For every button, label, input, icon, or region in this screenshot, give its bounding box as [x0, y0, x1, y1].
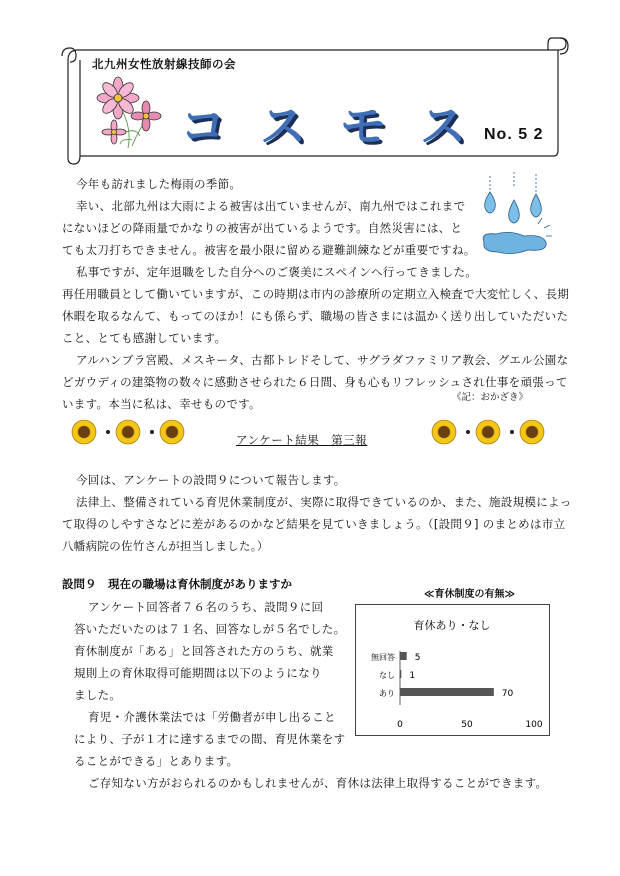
chart-caption: ≪育休制度の有無≫: [424, 589, 515, 600]
intro-line: 私事ですが、定年退職をした自分へのご褒美にスペインへ行ってきました。: [76, 265, 478, 279]
dot-separator: [150, 430, 154, 434]
category-label: あり: [379, 689, 395, 698]
question9-line: 答いただいたのは７１名、回答なしが５名でした。: [74, 622, 346, 636]
bar-value-label: 1: [409, 671, 416, 681]
intro-line: アルハンブラ宮殿、メスキータ、古都トレドそして、サグラダファミリア教会、グエル公園な: [76, 353, 569, 367]
survey-line: 今回は、アンケートの設問９について報告します。: [76, 473, 346, 487]
bar-value-label: 70: [501, 689, 514, 699]
sunflower-icon: [114, 418, 142, 446]
sunflower-icon: [518, 418, 546, 446]
dot-separator: [106, 430, 110, 434]
intro-line: 再任用職員として働いていますが、この時期は市内の診療所の定期立入検査で大変忙しく、長期: [62, 287, 570, 301]
x-tick-label: 0: [397, 720, 403, 730]
question9-heading: 設問９ 現在の職場は育休制度がありますか: [62, 577, 292, 591]
question9-line: ご存知ない方がおられるのかもしれませんが、育休は法律上取得することができます。: [88, 776, 548, 790]
dot-separator: [466, 430, 470, 434]
dot-separator: [510, 430, 514, 434]
issue-number: No. 5 2: [484, 126, 544, 143]
intro-line: います。本当に私は、幸せものです。: [62, 397, 261, 411]
intro-line: 休暇を取るなんて、もってのほか！にも係らず、職場の皆さまには温かく送り出していただいた: [62, 309, 569, 323]
bar: [400, 652, 407, 660]
intro-line: ても太刀打ちできません。被害を最小限に留める避難訓練などが重要ですね。: [62, 243, 476, 257]
intro-line: こと、とても感謝しています。: [62, 331, 227, 345]
sunflower-icon: [158, 418, 186, 446]
bar-value-label: 5: [414, 653, 421, 663]
x-tick-label: 100: [525, 720, 543, 730]
category-label: なし: [379, 671, 395, 680]
organization-name: 北九州女性放射線技師の会: [92, 57, 236, 71]
intro-line: どガウディの建築物の数々に感動させられた６日間、身も心もリフレッシュされ仕事を頑張って: [62, 375, 568, 389]
question9-line: 育休制度が「ある」と回答された方のうち、就業: [74, 644, 334, 658]
question9-line: ました。: [74, 688, 122, 702]
question9-line: 育児・介護休業法では「労働者が申し出ること: [88, 710, 336, 724]
chart-title: 育休あり・なし: [413, 619, 491, 632]
bar-chart: [356, 605, 549, 735]
survey-line: て取得のしやすさなどに差があるのかなど結果を見ていきましょう。（[設問９] のまとめは市立: [62, 517, 566, 531]
sunflower-row-left: [70, 418, 190, 454]
intro-line: にないほどの降雨量でかなりの被害が出ているようです。自然災害には、と: [62, 221, 463, 235]
sunflower-row-right: [430, 418, 550, 454]
intro-line: 幸い、北部九州は大雨による被害は出ていませんが、南九州ではこれまで: [76, 199, 466, 213]
bar: [400, 688, 494, 696]
bar: [400, 670, 401, 678]
question9-line: ることができる」とあります。: [74, 754, 239, 768]
survey-line: 法律上、整備されている育児休業制度が、実際に取得できているのか、また、施設規模によっ: [76, 495, 572, 509]
question9-line: アンケート回答者７６名のうち、設問９に回: [88, 600, 324, 614]
sunflower-icon: [474, 418, 502, 446]
chart-frame: [355, 604, 550, 736]
category-label: 無回答: [371, 653, 395, 662]
question9-line: により、子が１才に達するまでの間、育児休業をす: [74, 732, 346, 746]
newsletter-title: コスモス: [180, 99, 500, 153]
sunflower-icon: [430, 418, 458, 446]
sunflower-icon: [70, 418, 98, 446]
survey-line: 八幡病院の佐竹さんが担当しました。）: [62, 539, 269, 553]
intro-line: 今年も訪れました梅雨の季節。: [76, 177, 242, 191]
author-credit: 《記：おかざき》: [452, 392, 529, 403]
survey-heading: アンケート結果 第三報: [236, 433, 368, 447]
rain-drops-icon: [476, 170, 556, 258]
x-tick-label: 50: [461, 720, 473, 730]
cosmos-flower-icon: [92, 70, 172, 150]
question9-line: 規則上の育休取得可能期間は以下のようになり: [74, 666, 322, 680]
